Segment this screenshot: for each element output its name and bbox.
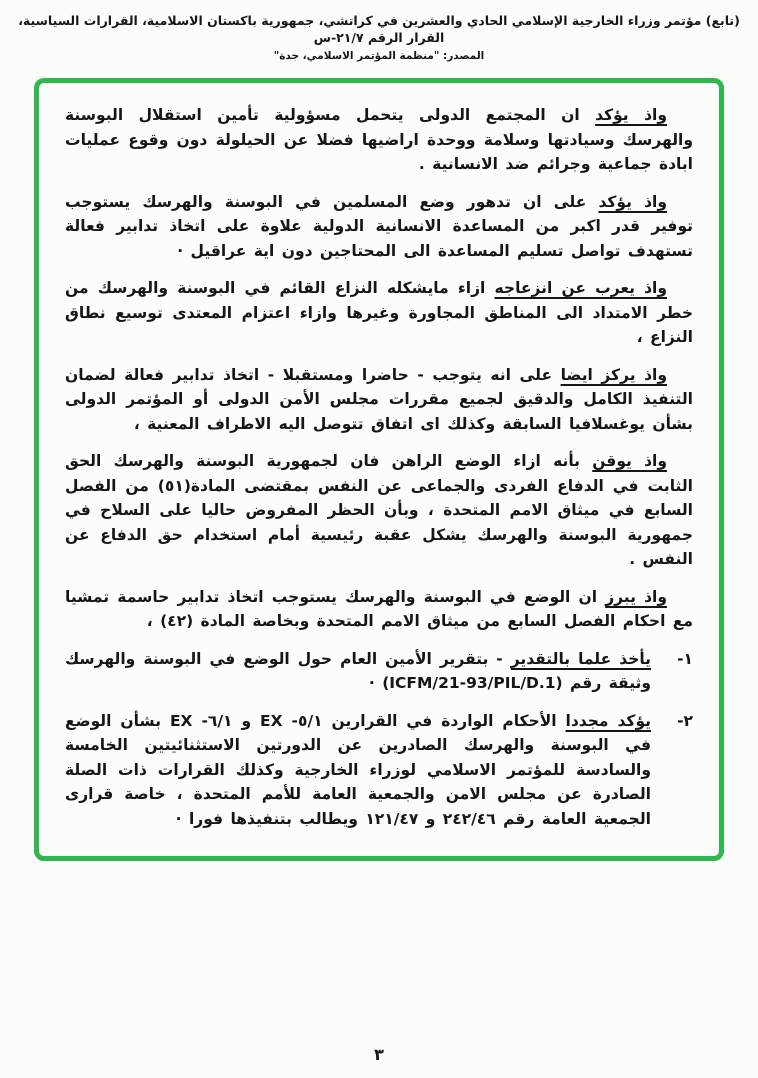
item-text-block	[65, 709, 651, 832]
recital-lead-phrase: واذ يعرب عن انزعاجه	[494, 279, 668, 297]
content-border-box	[34, 78, 724, 861]
recital-paragraph-4	[65, 363, 693, 437]
item-number: ١-	[677, 649, 693, 668]
header-source: المصدر: "منظمة المؤتمر الاسلامي، جدة"	[273, 50, 485, 62]
recital-paragraph-5	[65, 449, 693, 572]
recital-text: ازاء مايشكله النزاع القائم في البوسنة والهرسك من خطر الامتداد الى المناطق المجاورة وغيرها وازاء اعتزام المعتدى توسيع نطاق النزاع ،	[65, 279, 693, 346]
page-number: ٣	[374, 1045, 384, 1064]
header-title: (تابع) مؤتمر وزراء الخارجية الإسلامي الحادي والعشرين في كراتشي، جمهورية باكستان الاسلامية، القرارات السياسية، القرار الرقم ٢١/٧-س	[18, 13, 740, 45]
item-text: - بتقرير الأمين العام حول الوضع في البوسنة والهرسك وثيقة رقم (ICFM/21-93/PIL/D.1) ·	[65, 649, 651, 692]
recital-lead-phrase: واذ يبرز	[605, 587, 667, 606]
recital-text: بأنه ازاء الوضع الراهن فان لجمهورية البوسنة والهرسك الحق الثابت في الدفاع الفردى والجماعى عن النفس بمقتضى المادة(٥١) من الفصل السابع في ميثاق الامم المتحدة ، وبأن الحظر المفروض حاليا على السلاح في جمهورية البوسنة والهرسك يشكل عقبة رئيسية أمام استخدام حق الدفاع عن النفس .	[65, 452, 693, 568]
item-number: ٢-	[677, 711, 693, 730]
item-lead-phrase: يأخذ علما بالتقدير	[510, 649, 651, 668]
recital-paragraph-1	[65, 103, 693, 177]
recital-lead-phrase: واذ يركز ايضا	[560, 365, 667, 384]
recital-paragraph-2	[65, 190, 693, 264]
document-header	[0, 0, 758, 64]
operative-item-2	[65, 709, 693, 832]
recital-lead-phrase: واذ يؤكد	[595, 106, 667, 124]
recital-lead-phrase: واذ يؤكد	[598, 192, 667, 211]
recital-paragraph-6	[65, 585, 693, 634]
recital-text: على انه يتوجب - حاضرا ومستقبلا - اتخاذ تدابير فعالة لضمان التنفيذ الكامل والدقيق لجميع مقررات مجلس الأمن الدولى أو المؤتمر الدولى بشأن يوغسلافيا السابقة وكذلك اى اتفاق تتوصل اليه الاطراف المعنية ،	[65, 365, 693, 433]
operative-item-1	[65, 647, 693, 696]
item-text-block	[65, 647, 651, 696]
item-lead-phrase: يؤكد مجددا	[565, 711, 651, 730]
recital-text: ان المجتمع الدولى يتحمل مسؤولية تأمين استقلال البوسنة والهرسك وسيادتها وسلامة ووحدة اراضيها فضلا عن الحيلولة دون وقوع عمليات ابادة جماعية وجرائم ضد الانسانية .	[65, 106, 693, 173]
recital-text: ان الوضع في البوسنة والهرسك يستوجب اتخاذ تدابير حاسمة تمشيا مع احكام الفصل السابع من ميثاق الامم المتحدة وبخاصة المادة (٤٢) ،	[65, 587, 693, 630]
recital-lead-phrase: واذ يوقن	[592, 452, 668, 470]
recital-text: على ان تدهور وضع المسلمين في البوسنة والهرسك يستوجب توفير قدر اكبر من المساعدة الانسانية الدولية علاوة على اتخاذ تدابير فعالة تستهدف تواصل تسليم المساعدة الى المحتاجين دون اية عراقيل ·	[65, 192, 693, 260]
item-text: الأحكام الواردة في القرارين ٥/١- EX و ٦/١- EX بشأن الوضع في البوسنة والهرسك الصادرين عن الدورتين الاستثنائيتين الخامسة والسادسة للمؤتمر الاسلامي لوزراء الخارجية وكذلك القرارات ذات الصلة الصادرة عن مجلس الامن والجمعية العامة للأمم المتحدة ، خاصة قرارى الجمعية العامة رقم ٢٤٢/٤٦ و ١٢١/٤٧ ويطالب بتنفيذها فورا ·	[65, 711, 651, 828]
recital-paragraph-3	[65, 276, 693, 350]
